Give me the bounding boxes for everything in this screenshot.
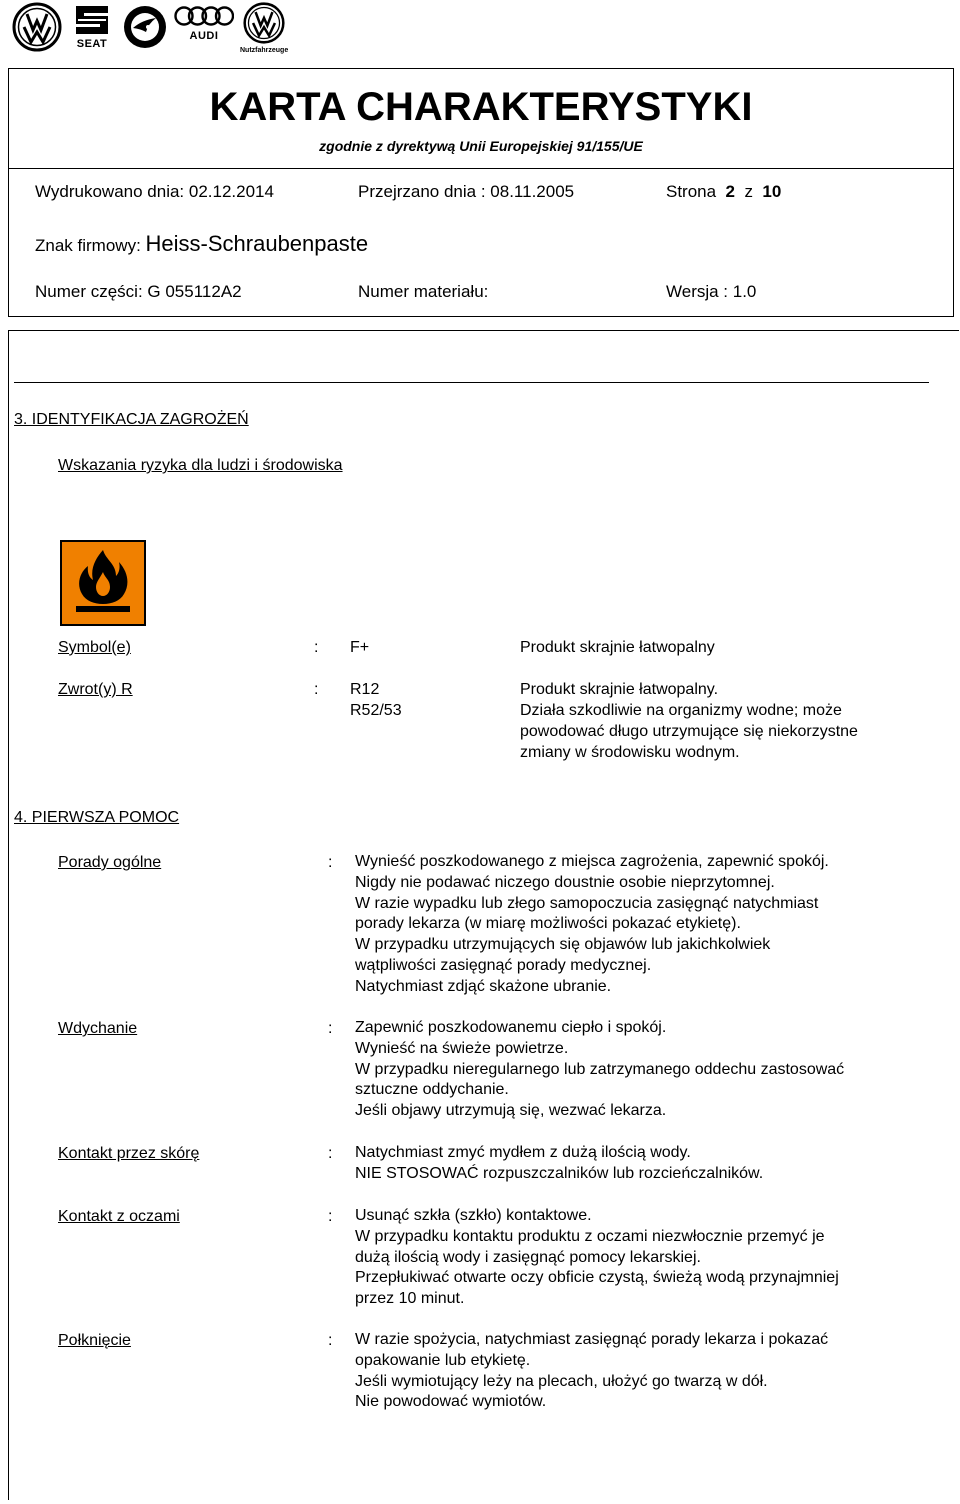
audi-logo-text: AUDI — [189, 30, 219, 42]
section-3-heading: 3. IDENTYFIKACJA ZAGROŻEŃ — [14, 411, 249, 428]
document-info — [8, 168, 954, 317]
vw-logo — [12, 2, 62, 52]
vw-logo-icon — [12, 2, 62, 52]
flammable-flame-icon — [60, 540, 146, 626]
vw-commercial-logo-text: Nutzfahrzeuge — [240, 47, 289, 54]
text-line: Wynieść poszkodowanego z miejsca zagrożenia, zapewnić spokój. — [355, 853, 829, 870]
symbol-description: Produkt skrajnie łatwopalny — [520, 639, 715, 656]
seat-logo — [68, 2, 116, 50]
first-aid-colon: : — [328, 1145, 333, 1162]
trademark-label: Znak firmowy: — [35, 236, 141, 255]
first-aid-colon: : — [328, 1208, 333, 1225]
material-number: Numer materiału: — [358, 282, 489, 301]
reviewed-date: Przejrzano dnia : 08.11.2005 — [358, 182, 575, 201]
text-line: W przypadku kontaktu produktu z oczami niezwłocznie przemyć je — [355, 1227, 825, 1245]
seat-logo-text: SEAT — [76, 38, 108, 50]
symbol-code: F+ — [350, 639, 370, 656]
document-title: KARTA CHARAKTERYSTYKI — [209, 85, 753, 129]
r-phrase-label: Zwrot(y) R — [58, 681, 133, 698]
text-line: Nie powodować wymiotów. — [355, 1393, 547, 1411]
page-indicator — [666, 182, 781, 202]
first-aid-colon: : — [328, 854, 333, 871]
text-line: Natychmiast zmyć mydłem z dużą ilością wody. — [355, 1144, 691, 1161]
vw-commercial-logo — [240, 2, 288, 56]
page-label: Strona — [666, 182, 717, 201]
text-line: wątpliwości zasięgnąć porady medycznej. — [355, 956, 652, 974]
r-phrase-text: Działa szkodliwie na organizmy wodne; może — [520, 702, 842, 719]
text-line: W przypadku utrzymujących się objawów lub jakichkolwiek — [355, 936, 771, 954]
text-line: Jeśli wymiotujący leży na plecach, ułożyć go twarzą w dół. — [355, 1372, 768, 1390]
r-phrase-code: R52/53 — [350, 702, 402, 719]
page-current: 2 — [725, 182, 736, 201]
text-line: Zapewnić poszkodowanemu ciepło i spokój. — [355, 1019, 667, 1036]
text-line: dużą ilością wody i zasięgnąć pomocy lekarskiej. — [355, 1248, 701, 1266]
text-line: W razie wypadku lub złego samopoczucia zasięgnąć natychmiast — [355, 894, 819, 912]
symbol-colon: : — [314, 639, 319, 656]
r-phrase-text: zmiany w środowisku wodnym. — [520, 744, 740, 761]
seat-logo-icon — [68, 2, 116, 38]
page-of: z — [744, 182, 753, 201]
first-aid-text — [355, 1143, 763, 1185]
document-header — [8, 68, 954, 169]
r-phrase-text: powodować długo utrzymujące się niekorzystne — [520, 723, 858, 740]
symbol-label: Symbol(e) — [58, 639, 131, 656]
text-line: porady lekarza (w miarę możliwości pokazać etykietę). — [355, 915, 741, 933]
trademark — [35, 231, 368, 257]
document-subtitle: zgodnie z dyrektywą Unii Europejskiej 91/155/UE — [319, 138, 643, 154]
text-line: Wynieść na świeże powietrze. — [355, 1039, 569, 1057]
brand-logos — [12, 2, 288, 54]
text-line: Usunąć szkła (szkło) kontaktowe. — [355, 1207, 592, 1224]
first-aid-label: Wdychanie — [58, 1020, 138, 1037]
text-line: NIE STOSOWAĆ rozpuszczalników lub rozcieńczalników. — [355, 1164, 764, 1182]
text-line: W razie spożycia, natychmiast zasięgnąć porady lekarza i pokazać — [355, 1331, 829, 1348]
skoda-logo — [122, 2, 168, 52]
section-4-heading: 4. PIERWSZA POMOC — [14, 809, 180, 826]
printed-date: Wydrukowano dnia: 02.12.2014 — [35, 182, 274, 201]
r-phrase-code: R12 — [350, 681, 380, 698]
text-line: Przepłukiwać otwarte oczy obficie czystą, świeżą wodą przynajmniej — [355, 1269, 839, 1287]
first-aid-text — [355, 1018, 844, 1122]
first-aid-label: Kontakt przez skórę — [58, 1145, 200, 1162]
trademark-value: Heiss-Schraubenpaste — [145, 231, 369, 256]
text-line: opakowanie lub etykietę. — [355, 1351, 531, 1369]
version: Wersja : 1.0 — [666, 282, 757, 301]
text-line: W przypadku nieregularnego lub zatrzymanego oddechu zastosować — [355, 1060, 845, 1078]
first-aid-label: Porady ogólne — [58, 854, 162, 871]
page-total: 10 — [762, 182, 782, 201]
audi-logo — [174, 2, 234, 42]
skoda-logo-icon — [122, 2, 168, 52]
divider — [14, 382, 929, 383]
first-aid-colon: : — [328, 1020, 333, 1037]
first-aid-text — [355, 1330, 828, 1413]
first-aid-text — [355, 1206, 839, 1310]
part-number: Numer części: G 055112A2 — [35, 282, 242, 301]
first-aid-text — [355, 852, 829, 998]
r-phrase-colon: : — [314, 681, 319, 698]
first-aid-label: Kontakt z oczami — [58, 1208, 180, 1225]
text-line: sztuczne oddychanie. — [355, 1081, 509, 1099]
text-line: Natychmiast zdjąć skażone ubranie. — [355, 977, 612, 995]
vw-commercial-logo-icon — [243, 2, 285, 44]
section-3-subheading: Wskazania ryzyka dla ludzi i środowiska — [58, 457, 343, 474]
text-line: Jeśli objawy utrzymują się, wezwać lekarza. — [355, 1102, 667, 1120]
text-line: Nigdy nie podawać niczego doustnie osobie nieprzytomnej. — [355, 873, 775, 891]
r-phrase-text: Produkt skrajnie łatwopalny. — [520, 681, 719, 698]
first-aid-label: Połknięcie — [58, 1332, 131, 1349]
text-line: przez 10 minut. — [355, 1290, 465, 1308]
audi-rings-icon — [174, 2, 234, 30]
first-aid-colon: : — [328, 1332, 333, 1349]
